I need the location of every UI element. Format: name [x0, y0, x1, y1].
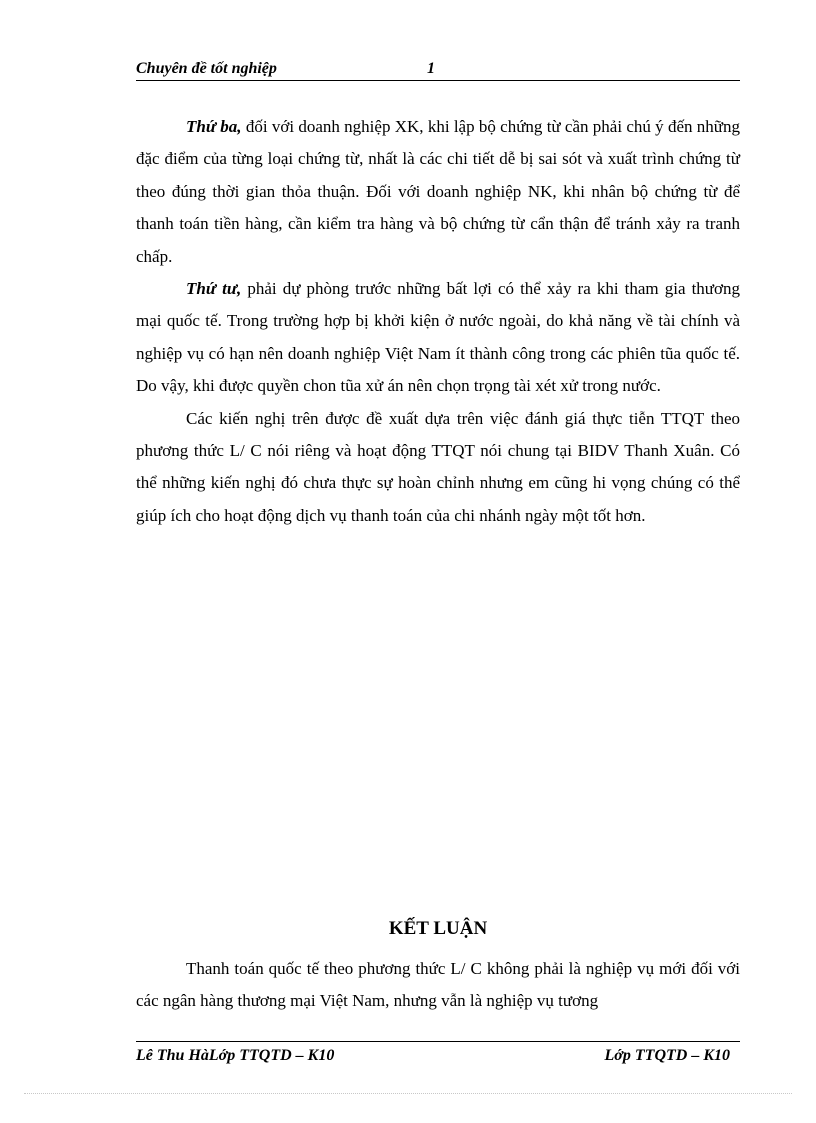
conclusion-paragraph: Thanh toán quốc tế theo phương thức L/ C không phải là nghiệp vụ mới đối với các ngân hàng thương mại Việt Nam, nhưng vẫn là nghiệp vụ tương: [136, 959, 740, 1010]
paragraph-text: đối với doanh nghiệp XK, khi lập bộ chứng từ cần phải chú ý đến những đặc điểm của từng loại chứng từ, nhất là các chi tiết dễ bị sai sót và xuất trình chứng từ theo đúng thời gian thỏa thuận. Đối với doanh nghiệp NK, khi nhân bộ chứng từ để thanh toán tiền hàng, cần kiểm tra hàng và bộ chứng từ cẩn thận để tránh xảy ra tranh chấp.: [136, 117, 740, 266]
paragraph-lead: Thứ tư,: [186, 279, 242, 299]
paragraph-lead: Thứ ba,: [186, 117, 242, 136]
paragraph-thu-tu: [136, 273, 740, 403]
page-header: [136, 58, 740, 81]
page-footer: [136, 1041, 740, 1070]
conclusion-body: [136, 953, 740, 1017]
paragraph-recommendations: [136, 403, 740, 533]
header-title: Chuyên đề tốt nghiệp: [136, 60, 277, 77]
paragraph-text: phải dự phòng trước những bất lợi có thể xảy ra khi tham gia thương mại quốc tế. Trong trường hợp bị khởi kiện ở nước ngoài, do khả năng về tài chính và nghiệp vụ có hạn nên doanh nghiệp Việt Nam ít thành công trong các phiên tũa quốc tế. Do vậy, khi được quyền chon tũa xử án nên chọn trọng tài xét xử trong nước.: [136, 279, 740, 396]
footer-class: Lớp TTQTD – K10: [604, 1047, 730, 1064]
paragraph-thu-ba: [136, 111, 740, 273]
conclusion-heading: KẾT LUẬN: [388, 918, 488, 939]
footer-author-class: Lê Thu HàLớp TTQTD – K10: [136, 1047, 335, 1064]
page-number: 1: [427, 60, 435, 77]
paragraph-text: Các kiến nghị trên được đề xuất dựa trên việc đánh giá thực tiễn TTQT theo phương thức L/ C nói riêng và hoạt động TTQT nói chung tại BIDV Thanh Xuân. Có thể những kiến nghị đó chưa thực sự hoàn chỉnh nhưng em cũng hi vọng chúng có thể giúp ích cho hoạt động dịch vụ thanh toán của chi nhánh ngày một tốt hơn.: [136, 408, 740, 525]
page-edge-divider: [24, 1093, 792, 1094]
body-text: [136, 111, 740, 532]
